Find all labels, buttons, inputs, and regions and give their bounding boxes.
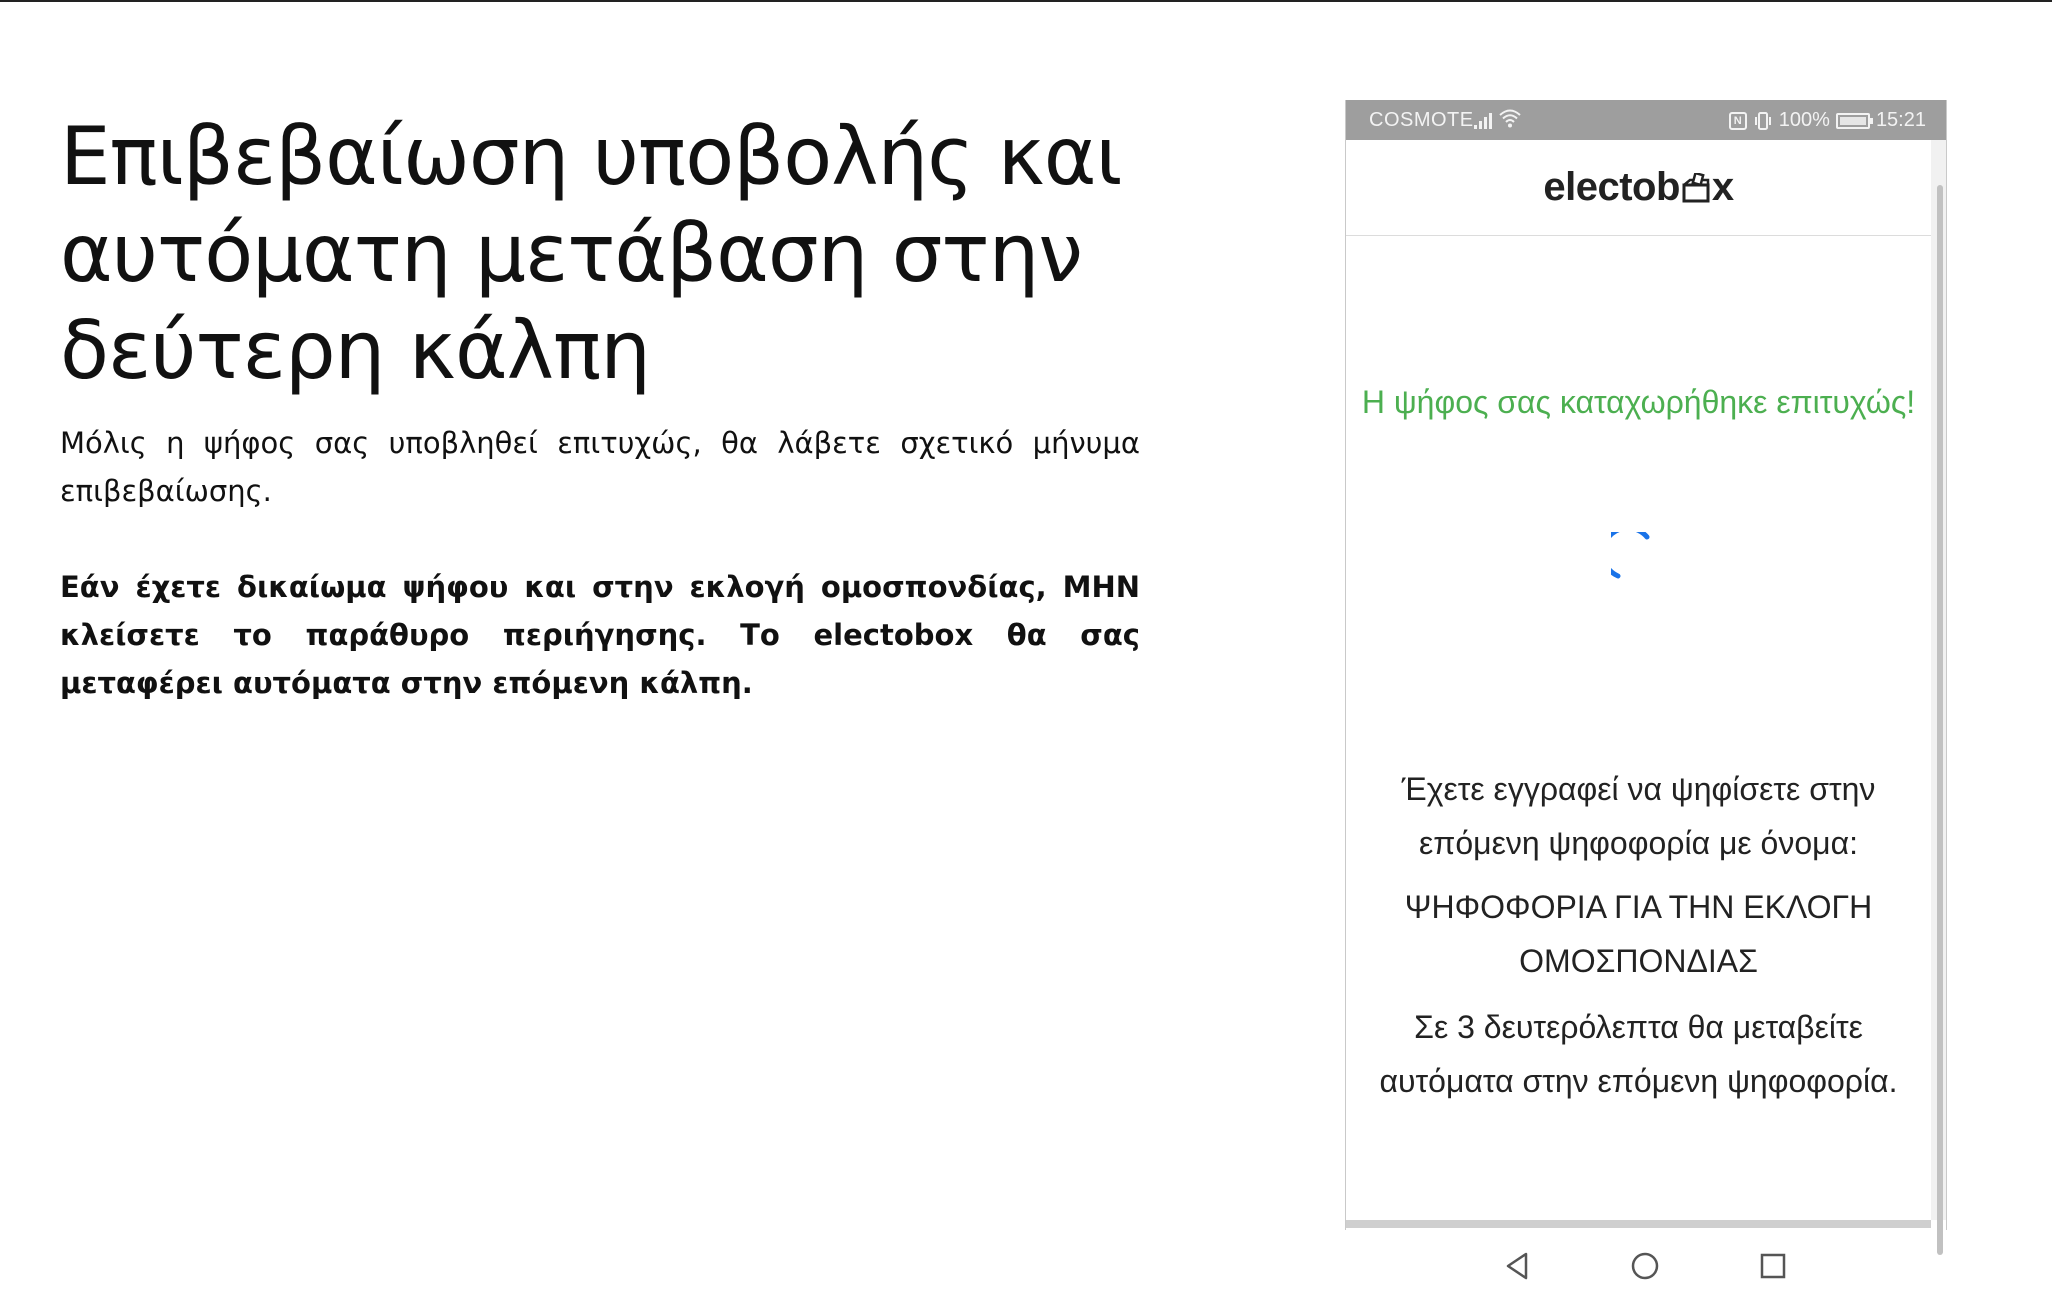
logo-text-prefix: electob — [1543, 165, 1680, 209]
vibrate-icon — [1753, 111, 1773, 131]
next-vote-intro: Έχετε εγγραφεί να ψηφίσετε στην επόμενη ψηφοφορία με όνομα: — [1401, 771, 1876, 861]
electobox-logo — [1543, 165, 1733, 210]
warning-paragraph: Εάν έχετε δικαίωμα ψήφου και στην εκλογή ομοσπονδίας, ΜΗΝ κλείσετε το παράθυρο περιήγησης. Το electobox θα σας μεταφέρει αυτόματα στην επόμενη κάλπη. — [60, 570, 1140, 700]
nfc-icon: N — [1729, 112, 1747, 130]
android-nav-bar — [1345, 1238, 1945, 1294]
loading-spinner-icon — [1611, 532, 1669, 590]
confirmation-paragraph: Μόλις η ψήφος σας υποβληθεί επιτυχώς, θα λάβετε σχετικό μήνυμα επιβεβαίωσης. — [60, 426, 1140, 508]
recent-apps-icon[interactable] — [1755, 1248, 1791, 1284]
success-message: Η ψήφος σας καταχωρήθηκε επιτυχώς! — [1361, 384, 1916, 420]
battery-percent: 100% — [1778, 109, 1830, 131]
status-bar — [1346, 100, 1946, 140]
signal-icon — [1474, 109, 1492, 129]
clock: 15:21 — [1875, 109, 1926, 131]
home-icon[interactable] — [1627, 1248, 1663, 1284]
phone-mockup — [1345, 100, 1947, 1230]
scrollbar-thumb[interactable] — [1937, 185, 1943, 1255]
page-title: Επιβεβαίωση υποβολής και αυτόματη μετάβαση στην δεύτερη κάλπη — [60, 110, 1122, 397]
top-divider — [0, 0, 2052, 2]
back-icon[interactable] — [1500, 1248, 1536, 1284]
logo-text-suffix: x — [1711, 165, 1734, 209]
redirect-notice: Σε 3 δευτερόλεπτα θα μεταβείτε αυτόματα στην επόμενη ψηφοφορία. — [1379, 1009, 1898, 1099]
slide-text-area — [60, 108, 1140, 707]
app-header — [1346, 140, 1931, 236]
ballot-box-icon — [1681, 173, 1711, 203]
vertical-scrollbar[interactable] — [1931, 140, 1946, 1220]
next-vote-name: ΨΗΦΟΦΟΡΙΑ ΓΙΑ ΤΗΝ ΕΚΛΟΓΗ ΟΜΟΣΠΟΝΔΙΑΣ — [1404, 889, 1873, 979]
carrier-name: COSMOTE — [1369, 109, 1474, 131]
wifi-icon — [1498, 107, 1522, 129]
horizontal-scrollbar[interactable] — [1346, 1220, 1931, 1228]
battery-icon — [1836, 113, 1870, 129]
